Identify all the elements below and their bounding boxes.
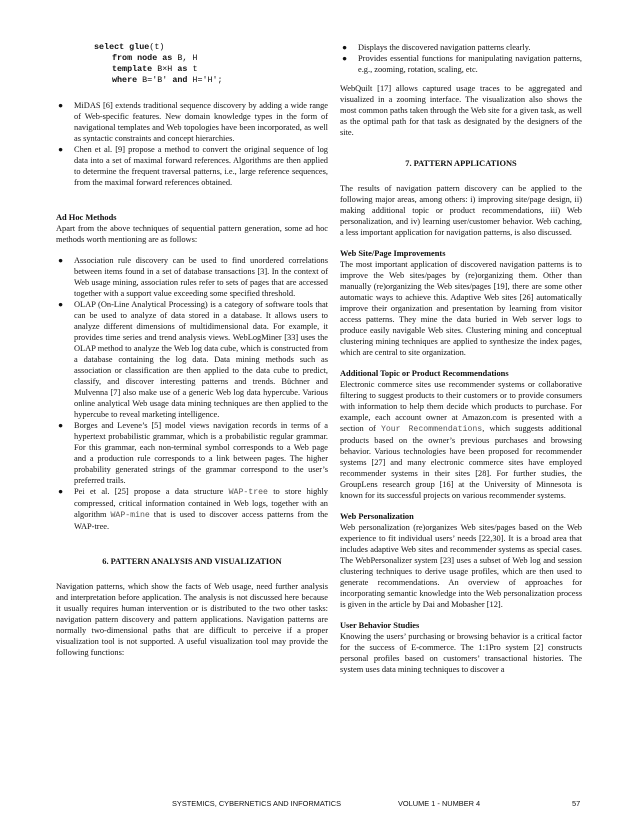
bullet-icon: ● [58, 101, 64, 110]
paragraph: Web personalization (re)organizes Web sites/pages based on the Web experience to fit individual users’ needs [22,30]. It is a broad area that includes adaptive Web sites and recommender systems as special cases. The WebPersonalizer system [23] uses a subset of Web log and session clustering techniques to derive usage profiles, which are then used to generate recommendations. An overview of approaches for incorporating semantic knowledge into the Web personalization process is given in the article by Dai and Mobasher [12]. [340, 523, 582, 609]
code-keyword: and [172, 75, 188, 85]
section-title: 7. PATTERN APPLICATIONS [405, 159, 517, 168]
code-line [94, 42, 328, 53]
paragraph: Knowing the users’ purchasing or browsing behavior is a critical factor for the success of E-commerce. The 1:1Pro system [2] constructs personal profiles based on customers’ transactional histories. The system uses data mining techniques to discover a [340, 632, 582, 674]
code-keyword: from node as [112, 53, 173, 63]
subsection-title: User Behavior Studies [340, 621, 420, 630]
code-line [94, 75, 328, 86]
code-line [94, 53, 328, 64]
list-item: ● Association rule discovery can be used to find unordered correlations between items found in a set of database transactions [3]. In the context of Web usage mining, association rules refer to sets of pages that are accessed together with a support value exceeding some specified threshold. [58, 256, 328, 298]
sql-code-block [94, 42, 328, 86]
subsection-title: Additional Topic or Product Recommendations [340, 369, 509, 378]
code-line [94, 64, 328, 75]
paragraph: Navigation patterns, which show the facts of Web usage, need further analysis and interpretation before application. The analysis is not discussed here because it usually requires human intervention or is distributed to the two other tasks: navigation pattern discovery and pattern applications. Navigation patterns are normally two-dimensional paths that are difficult to perceive if a proper visualization tool is not supported. A useful visualization tool may provide the following functions: [56, 582, 328, 657]
code-keyword: where [112, 75, 138, 85]
page-number: 57 [572, 799, 581, 808]
subsection-title: Web Site/Page Improvements [340, 249, 446, 258]
paragraph: The results of navigation pattern discovery can be applied to the following major areas, among others: i) improving site/page design, ii) making additional topic or product recommendations, iii) Web personalization, and iv) learning user/customer behavior. Web caching, a less important application for navigation patterns, is also discussed. [340, 184, 582, 237]
code-text: (t) [149, 42, 165, 52]
volume-number: VOLUME 1 - NUMBER 4 [398, 799, 481, 808]
code-keyword: select glue [94, 42, 150, 52]
right-column [340, 42, 582, 675]
bullet-icon: ● [58, 256, 64, 265]
list-item: ● MiDAS [6] extends traditional sequence discovery by adding a wide range of Web-specific features. New domain knowledge types in the form of navigational templates and Web topologies have been incorporated, as well as syntactic constraints and concept hierarchies. [58, 101, 328, 143]
code-text: B='B' [137, 75, 173, 85]
paragraph: Electronic commerce sites use recommender systems or collaborative filtering to suggest products to their customers or to provide consumers with information to help them decide which products to purchase. For example, each account owner at Amazon.com is presented with a section of Your Recommendations, which suggests additional products based on the owner’s previous purchases and browsing behavior. Various technologies have been proposed for recommender systems [27] and many electronic commerce sites have employed recommender systems in their sites [28]. For further studies, the GroupLens research group [16] at the University of Minnesota is known for its successful projects on various recommender systems. [340, 380, 583, 500]
list-item: ● Pei et al. [25] propose a data structure WAP-tree to store highly compressed, critical information contained in Web logs, together with an algorithm WAP-mine that is used to discover access patterns from the WAP-tree. [58, 487, 328, 531]
list-item: ● Displays the discovered navigation patterns clearly. [342, 43, 531, 52]
code-text: H='H'; [187, 75, 223, 85]
journal-name: SYSTEMICS, CYBERNETICS AND INFORMATICS [172, 799, 342, 808]
list-item: ● Provides essential functions for manipulating navigation patterns, e.g., zooming, rotation, scaling, etc. [342, 54, 582, 74]
bullet-icon: ● [58, 487, 64, 496]
bullet-icon: ● [58, 300, 64, 309]
list-item: ● Borges and Levene’s [5] model views navigation records in terms of a hypertext probabilistic grammar, which is a probabilistic regular grammar. For this grammar, each non-terminal symbol corresponds to a Web page and a production rule corresponds to a link between pages. The higher probability generated strings of the grammar correspond to the user’s preferred trails. [58, 421, 328, 485]
code-text: B, H [172, 53, 198, 63]
section-title: 6. PATTERN ANALYSIS AND VISUALIZATION [102, 557, 282, 566]
bullet-icon: ● [342, 43, 348, 52]
bullet-list [56, 255, 328, 532]
bullet-icon: ● [58, 421, 64, 430]
paragraph: The most important application of discovered navigation patterns is to improve the Web sites/pages by (re)organizing them. Other than manually (re)organizing the Web sites/pages [19], there are some other automatic ways to achieve this. Adaptive Web sites [26] automatically improve their organization and presentation by learning from visitor access patterns. They mine the data buried in Web server logs to produce easily navigable Web sites. Clustering mining and conceptual clustering mining techniques are applied to synthesize the index pages, which are central to site organization. [340, 260, 582, 357]
paragraph: WebQuilt [17] allows captured usage traces to be aggregated and visualized in a zooming interface. The visualization also shows the most common paths taken through the Web site for a given task, as well as the optimal path for that task as designated by the designers of the site. [340, 84, 582, 137]
bullet-list [56, 100, 328, 188]
subsection-title: Ad Hoc Methods [56, 213, 117, 222]
bullet-icon: ● [342, 54, 348, 63]
code-keyword: template [112, 64, 153, 74]
paragraph: Apart from the above techniques of sequential pattern generation, some ad hoc methods worth mentioning are as follows: [56, 224, 328, 244]
code-text: t [187, 64, 198, 74]
bullet-icon: ● [58, 145, 64, 154]
left-column [56, 42, 328, 658]
list-item: ● OLAP (On-Line Analytical Processing) is a category of software tools that can be used to analyze of data stored in a database. It allows users to analyze different dimensions of multidimensional data. For example, it provides time series and trend analysis views. WebLogMiner [33] uses the OLAP method to analyze the Web log data cube, which is constructed from a database containing the log data. Data mining methods such as association or classification are then applied to the data cube to predict, classify, and discover interesting patterns and trends. Büchner and Mulvenna [7] also make use of a generic Web log data hypercube. Various online analytical Web usage data mining techniques are then applied to the hypercube to reveal marketing intelligence. [58, 300, 328, 419]
code-text: B×H [152, 64, 178, 74]
list-item: ● Chen et al. [9] propose a method to convert the original sequence of log data into a set of maximal forward references. Algorithms are then applied to determine the frequent traversal patterns, i.e., large reference sequences, from the maximal forward references obtained. [58, 145, 328, 187]
code-keyword: as [177, 64, 188, 74]
bullet-list [340, 42, 582, 75]
subsection-title: Web Personalization [340, 512, 414, 521]
